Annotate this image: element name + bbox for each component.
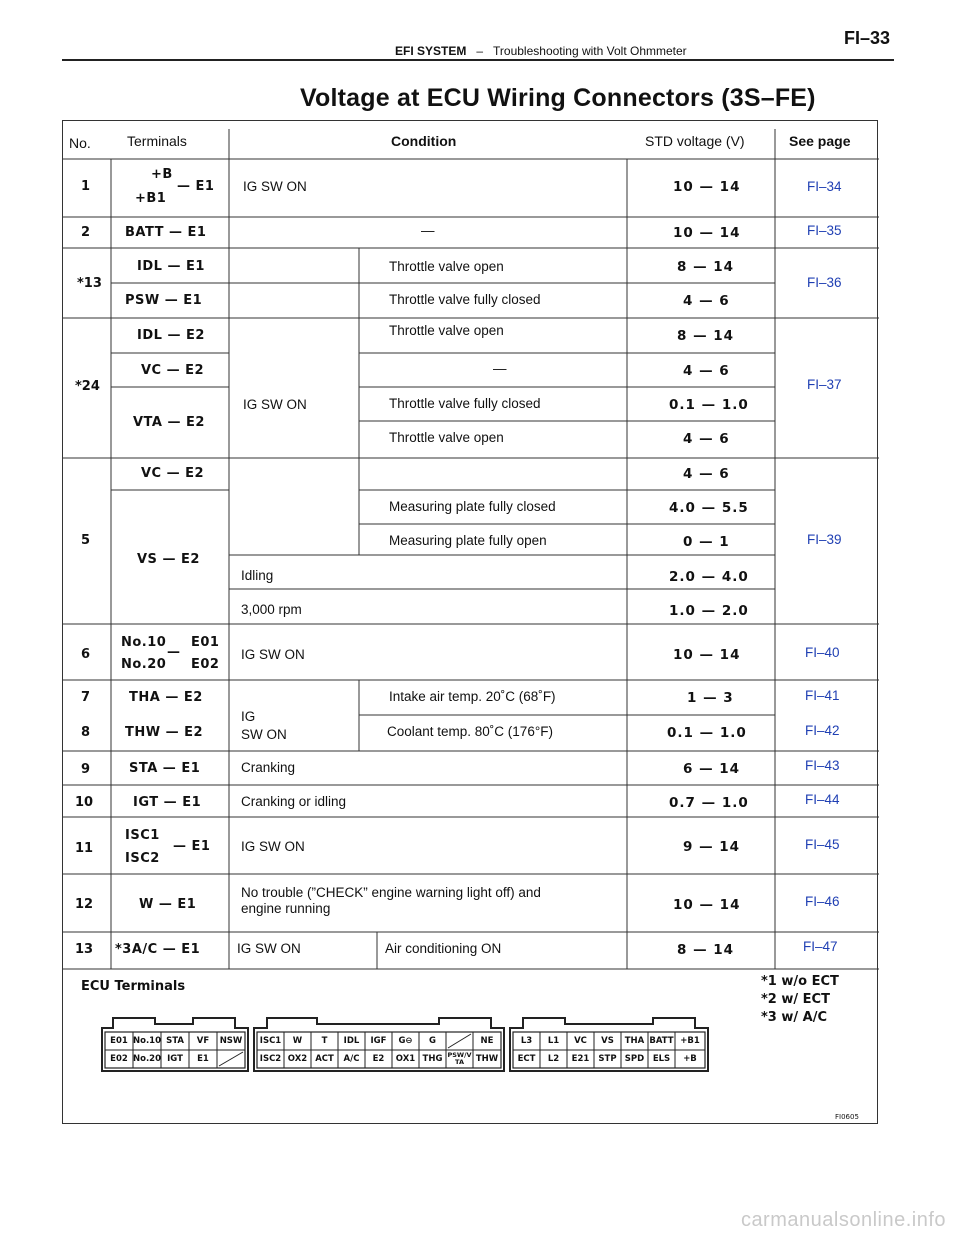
condition-text: Throttle valve open [389, 430, 504, 445]
figure-id: FI0605 [835, 1113, 859, 1121]
condition-text: IG SW ON [241, 839, 305, 854]
condition-text: Idling [241, 568, 274, 583]
std-voltage-value: 4.0 — 5.5 [669, 500, 749, 516]
row-number: 1 [81, 179, 91, 194]
see-page-link[interactable]: FI–47 [803, 939, 838, 954]
header-separator: – [476, 44, 484, 58]
footnote: *2 w/ ECT [761, 992, 830, 1007]
row-number: *13 [77, 276, 102, 291]
ecu-pin: ECT [517, 1053, 536, 1064]
ecu-pin: G⊖ [398, 1035, 413, 1046]
condition-text: Throttle valve fully closed [389, 396, 541, 411]
condition-text: Intake air temp. 20˚C (68˚F) [389, 689, 556, 704]
condition-text: Throttle valve open [389, 323, 504, 338]
footnote: *1 w/o ECT [761, 974, 839, 989]
row-number: 6 [81, 647, 91, 662]
ecu-pin: T [321, 1035, 328, 1046]
std-voltage-value: 0.7 — 1.0 [669, 795, 749, 811]
std-voltage-value: 1 — 3 [687, 690, 734, 706]
terminal-label: BATT — E1 [125, 225, 207, 240]
ecu-pin: No.20 [133, 1053, 162, 1064]
terminal-label: — [167, 645, 181, 660]
see-page-link[interactable]: FI–37 [807, 377, 842, 392]
col-header-no: No. [69, 135, 91, 151]
std-voltage-value: 10 — 14 [673, 897, 741, 913]
see-page-link[interactable]: FI–45 [805, 837, 840, 852]
see-page-link[interactable]: FI–34 [807, 179, 842, 194]
running-header [395, 44, 687, 58]
std-voltage-value: 10 — 14 [673, 647, 741, 663]
terminal-label: STA — E1 [129, 761, 201, 776]
std-voltage-value: 4 — 6 [683, 431, 730, 447]
terminal-label: IDL — E2 [137, 328, 205, 343]
condition-text: Measuring plate fully open [389, 533, 547, 548]
std-voltage-value: 4 — 6 [683, 466, 730, 482]
condition-text: — [493, 361, 507, 376]
std-voltage-value: 10 — 14 [673, 225, 741, 241]
ecu-pin: THA [624, 1035, 645, 1046]
std-voltage-value: 1.0 — 2.0 [669, 603, 749, 619]
ecu-pin: E21 [571, 1053, 590, 1064]
terminal-label: ISC1 [125, 828, 160, 843]
std-voltage-value: 4 — 6 [683, 363, 730, 379]
terminal-label: THA — E2 [129, 690, 203, 705]
condition-text: engine running [241, 901, 331, 916]
footnote: *3 w/ A/C [761, 1010, 828, 1025]
condition-text: Air conditioning ON [385, 941, 502, 956]
ecu-pin: +B1 [680, 1035, 700, 1046]
condition-text: Measuring plate fully closed [389, 499, 556, 514]
ecu-pin: NSW [219, 1035, 243, 1046]
std-voltage-value: 0 — 1 [683, 534, 730, 550]
ecu-pin: STP [598, 1053, 617, 1064]
voltage-table [62, 120, 878, 1124]
ecu-pin: E1 [197, 1053, 209, 1064]
see-page-link[interactable]: FI–40 [805, 645, 840, 660]
std-voltage-value: 10 — 14 [673, 179, 741, 195]
ecu-pin: L2 [547, 1053, 560, 1064]
header-rule [62, 59, 894, 61]
see-page-link[interactable]: FI–36 [807, 275, 842, 290]
see-page-link[interactable]: FI–43 [805, 758, 840, 773]
std-voltage-value: 9 — 14 [683, 839, 741, 855]
std-voltage-value: 8 — 14 [677, 942, 735, 958]
ecu-pin: BATT [649, 1035, 674, 1046]
terminal-label: IGT — E1 [133, 795, 202, 810]
row-number: 13 [75, 942, 94, 957]
std-voltage-value: 8 — 14 [677, 259, 735, 275]
condition-text: Cranking [241, 760, 296, 775]
row-number: 12 [75, 897, 94, 912]
see-page-link[interactable]: FI–42 [805, 723, 840, 738]
row-number: 2 [81, 225, 91, 240]
terminal-label: VS — E2 [137, 552, 200, 567]
std-voltage-value: 0.1 — 1.0 [667, 725, 747, 741]
row-number: 5 [81, 533, 91, 548]
ecu-pin: No.10 [133, 1035, 162, 1046]
ecu-terminals-heading: ECU Terminals [81, 979, 186, 994]
terminal-label: PSW — E1 [125, 293, 203, 308]
terminal-label: E01 [191, 635, 220, 650]
ecu-pin: ISC2 [259, 1053, 282, 1064]
page-number: FI–33 [843, 28, 890, 48]
terminal-label: ISC2 [125, 851, 160, 866]
see-page-link[interactable]: FI–44 [805, 792, 840, 807]
ecu-pin: IGT [167, 1053, 183, 1064]
ecu-pin: E2 [372, 1053, 385, 1064]
ecu-pin: W [292, 1035, 303, 1046]
ecu-pin: OX2 [287, 1053, 308, 1064]
section-name: EFI SYSTEM [395, 44, 467, 58]
ecu-pin: STA [166, 1035, 184, 1046]
condition-text: Throttle valve fully closed [389, 292, 541, 307]
terminal-label: No.10 [121, 635, 167, 650]
ecu-pin: VC [574, 1035, 587, 1046]
terminal-label: *3A/C — E1 [115, 942, 201, 957]
ecu-connector-a [101, 1016, 249, 1072]
ecu-pin: THG [422, 1053, 443, 1064]
condition-text: IG SW ON [243, 179, 307, 194]
terminal-label: E02 [191, 657, 220, 672]
ecu-pin: ACT [315, 1053, 334, 1064]
ecu-pin: THW [475, 1053, 499, 1064]
ecu-pin: VS [601, 1035, 614, 1046]
see-page-link[interactable]: FI–41 [805, 688, 840, 703]
ecu-pin: G [429, 1035, 436, 1046]
ecu-pin: SPD [624, 1053, 645, 1064]
condition-text: Throttle valve open [389, 259, 504, 274]
condition-text: IG SW ON [241, 647, 305, 662]
std-voltage-value: 8 — 14 [677, 328, 735, 344]
terminal-label: — E1 [173, 839, 211, 854]
row-number: 8 [81, 725, 91, 740]
ecu-pin: A/C [343, 1053, 360, 1064]
ecu-pin: E02 [110, 1053, 128, 1064]
condition-text: No trouble (”CHECK” engine warning light off) and [241, 885, 541, 900]
row-number: 11 [75, 841, 94, 856]
terminal-label: No.20 [121, 657, 167, 672]
std-voltage-value: 0.1 — 1.0 [669, 397, 749, 413]
std-voltage-value: 2.0 — 4.0 [669, 569, 749, 585]
std-voltage-value: 6 — 14 [683, 761, 741, 777]
ecu-pin: L3 [520, 1035, 533, 1046]
ecu-pin: PSW/VTA [447, 1051, 472, 1066]
ecu-pin: OX1 [395, 1053, 416, 1064]
terminal-label: THW — E2 [125, 725, 204, 740]
ecu-pin: ISC1 [259, 1035, 282, 1046]
row-number: 9 [81, 762, 91, 777]
ecu-pin: IGF [370, 1035, 387, 1046]
condition-text: IG [241, 709, 256, 724]
terminal-label: — E1 [177, 179, 215, 194]
col-header-std-voltage: STD voltage (V) [645, 133, 745, 149]
section-subtitle: Troubleshooting with Volt Ohmmeter [493, 44, 687, 58]
col-header-terminals: Terminals [127, 133, 187, 149]
terminal-label: +B [151, 167, 173, 182]
condition-text: SW ON [241, 727, 287, 742]
terminal-label: VTA — E2 [133, 415, 205, 430]
ecu-connector-b [253, 1016, 505, 1072]
terminal-label: +B1 [135, 191, 167, 206]
terminal-label: VC — E2 [141, 363, 205, 378]
terminal-label: W — E1 [139, 897, 197, 912]
col-header-see-page: See page [789, 133, 851, 149]
see-page-link[interactable]: FI–46 [805, 894, 840, 909]
ecu-pin: L1 [547, 1035, 560, 1046]
condition-text: Cranking or idling [241, 794, 347, 809]
condition-text: IG SW ON [237, 941, 301, 956]
page-title: Voltage at ECU Wiring Connectors (3S–FE) [300, 84, 816, 112]
ecu-pin: +B [683, 1053, 697, 1064]
ecu-pin: NE [480, 1035, 494, 1046]
row-number: 7 [81, 690, 91, 705]
ecu-pin: ELS [652, 1053, 671, 1064]
condition-text: Coolant temp. 80˚C (176°F) [387, 724, 553, 739]
condition-text: IG SW ON [243, 397, 307, 412]
ecu-pin: VF [196, 1035, 210, 1046]
row-number: *24 [75, 379, 100, 394]
std-voltage-value: 4 — 6 [683, 293, 730, 309]
col-header-condition: Condition [391, 133, 457, 149]
watermark: carmanualsonline.info [740, 1209, 946, 1231]
see-page-link[interactable]: FI–35 [807, 223, 842, 238]
ecu-pin: E01 [110, 1035, 128, 1046]
ecu-pin: IDL [343, 1035, 360, 1046]
terminal-label: VC — E2 [141, 466, 205, 481]
condition-text: — [421, 223, 435, 238]
row-number: 10 [75, 795, 94, 810]
see-page-link[interactable]: FI–39 [807, 532, 842, 547]
terminal-label: IDL — E1 [137, 259, 205, 274]
ecu-connector-c [509, 1016, 709, 1072]
condition-text: 3,000 rpm [241, 602, 302, 617]
